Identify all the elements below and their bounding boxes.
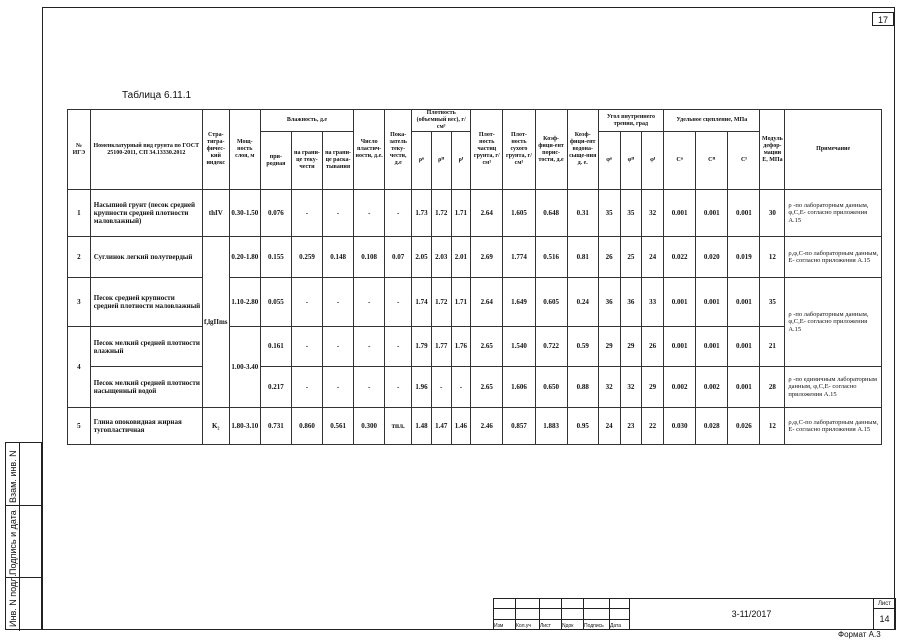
cell-value: -: [385, 367, 412, 408]
cell-thickness: 0.30-1.50: [229, 190, 260, 237]
header-c-1: Сᴵ: [728, 132, 760, 190]
inv-podl-label: Инв. N подл.: [8, 574, 18, 627]
cell-name: Песок мелкий средней плотности влажный: [90, 327, 202, 367]
col-kol: Кол.уч: [516, 619, 540, 629]
cell-value: 33: [642, 278, 664, 327]
cell-value: 32: [620, 367, 642, 408]
cell-value: 1.74: [412, 278, 432, 327]
cell-value: 0.028: [696, 408, 728, 445]
cell-value: 0.001: [728, 190, 760, 237]
cell-value: 0.605: [535, 278, 567, 327]
cell-value: 0.001: [696, 327, 728, 367]
cell-value: 0.108: [354, 237, 385, 278]
cell-value: 0.155: [260, 237, 291, 278]
cell-value: 0.076: [260, 190, 291, 237]
cell-value: 0.300: [354, 408, 385, 445]
header-strat: Стра-тигра-фичес-кий индекс: [202, 110, 229, 190]
cell-name: Суглинок легкий полутвердый: [90, 237, 202, 278]
cell-value: 1.46: [451, 408, 471, 445]
cell-value: 2.64: [471, 278, 503, 327]
cell-value: 0.561: [323, 408, 354, 445]
cell-value: 0.07: [385, 237, 412, 278]
cell-note: ρ -по лабораторным данным, φ,С,Е- согласно приложения А.15: [785, 190, 882, 237]
header-thickness: Мощ-ность слоя, м: [229, 110, 260, 190]
cell-value: 0.731: [260, 408, 291, 445]
table-row: [68, 367, 882, 408]
cell-value: 2.65: [471, 367, 503, 408]
cell-value: 36: [598, 278, 620, 327]
cell-thickness: 1.10-2.80: [229, 278, 260, 327]
cell-ige: 4: [68, 327, 91, 408]
col-podpis: Подпись: [584, 619, 610, 629]
cell-value: 2.03: [431, 237, 451, 278]
cell-value: 1.79: [412, 327, 432, 367]
header-note: Примечание: [785, 110, 882, 190]
col-data: Дата: [610, 619, 630, 629]
header-c-2: Сᴵᴵ: [696, 132, 728, 190]
cell-name: Глина опоковидная жирная тугопластичная: [90, 408, 202, 445]
cell-value: 0.650: [535, 367, 567, 408]
cell-value: 22: [642, 408, 664, 445]
header-saturation: Коэф-фици-ент водона-сыще-ния д. е.: [567, 110, 598, 190]
cell-value: 1.48: [412, 408, 432, 445]
cell-value: -: [323, 190, 354, 237]
cell-value: 2.69: [471, 237, 503, 278]
cell-value: -: [291, 190, 322, 237]
paper-format: Формат А.3: [838, 630, 881, 639]
cell-value: тпл.: [385, 408, 412, 445]
cell-value: 36: [620, 278, 642, 327]
cell-value: 29: [642, 367, 664, 408]
cell-value: 0.648: [535, 190, 567, 237]
cell-value: 0.259: [291, 237, 322, 278]
cell-value: 0.020: [696, 237, 728, 278]
table-row: [68, 327, 882, 367]
cell-value: -: [354, 278, 385, 327]
header-rho-1: ρᴵ: [451, 132, 471, 190]
cell-value: 24: [598, 408, 620, 445]
cell-value: 1.73: [412, 190, 432, 237]
cell-name: Песок средней крупности средней плотности маловлажный: [90, 278, 202, 327]
cell-ige: 1: [68, 190, 91, 237]
cell-ige: 2: [68, 237, 91, 278]
table-row: [68, 278, 882, 327]
header-moisture: Влажность, д.е: [260, 110, 353, 132]
cell-value: 0.030: [664, 408, 696, 445]
cell-value: 0.001: [696, 190, 728, 237]
cell-value: 1.71: [451, 278, 471, 327]
cell-value: 29: [620, 327, 642, 367]
cell-name: Песок мелкий средней плотности насыщенный водой: [90, 367, 202, 408]
cell-value: 35: [760, 278, 785, 327]
vzam-inv-label: Взам. инв. N: [8, 450, 18, 503]
cell-value: -: [385, 327, 412, 367]
header-phi-2: φᴵᴵ: [620, 132, 642, 190]
cell-value: -: [354, 327, 385, 367]
cell-value: 0.217: [260, 367, 291, 408]
cell-value: -: [451, 367, 471, 408]
header-moist-rl: на грани-це раска-тывания: [323, 132, 354, 190]
header-cohesion: Удельное сцепление, МПа: [664, 110, 760, 132]
cell-value: 0.002: [696, 367, 728, 408]
cell-value: 23: [620, 408, 642, 445]
table-row: [68, 190, 882, 237]
cell-value: 1.77: [431, 327, 451, 367]
header-phi-n: φⁿ: [598, 132, 620, 190]
header-density: Плотность (объемный вес), г/см³: [412, 110, 471, 132]
cell-thickness: 1.80-3.10: [229, 408, 260, 445]
cell-value: 1.96: [412, 367, 432, 408]
cell-value: 0.001: [664, 190, 696, 237]
cell-ige: 3: [68, 278, 91, 327]
cell-thickness: 0.20-1.80: [229, 237, 260, 278]
cell-value: 30: [760, 190, 785, 237]
header-porosity: Коэф-фици-ент порис-тости, д.е: [535, 110, 567, 190]
cell-value: -: [323, 278, 354, 327]
cell-value: 2.01: [451, 237, 471, 278]
cell-value: 12: [760, 237, 785, 278]
cell-value: 1.774: [503, 237, 535, 278]
cell-value: 0.59: [567, 327, 598, 367]
header-rho-n: ρⁿ: [412, 132, 432, 190]
cell-value: 0.001: [664, 278, 696, 327]
cell-value: 26: [642, 327, 664, 367]
cell-value: 1.649: [503, 278, 535, 327]
cell-value: 0.001: [728, 278, 760, 327]
cell-value: 12: [760, 408, 785, 445]
cell-value: 0.722: [535, 327, 567, 367]
col-list: Лист: [540, 619, 562, 629]
cell-ige: 5: [68, 408, 91, 445]
header-modulus: Модуль дефор-мации Е, МПа: [760, 110, 785, 190]
cell-value: 0.88: [567, 367, 598, 408]
cell-value: -: [354, 367, 385, 408]
cell-note: ρ,φ,С-по лабораторным данным, Е- согласно приложения А.15: [785, 237, 882, 278]
cell-value: 0.857: [503, 408, 535, 445]
header-friction-angle: Угол внутреннего трения, град: [598, 110, 663, 132]
cell-value: 0.026: [728, 408, 760, 445]
cell-value: 28: [760, 367, 785, 408]
cell-strat: thIV: [202, 190, 229, 237]
cell-value: 1.883: [535, 408, 567, 445]
cell-value: 0.022: [664, 237, 696, 278]
cell-value: 1.606: [503, 367, 535, 408]
cell-value: 1.47: [431, 408, 451, 445]
cell-value: 2.65: [471, 327, 503, 367]
side-stamp: [5, 442, 42, 630]
cell-value: -: [291, 327, 322, 367]
podpis-data-label: Подпись и дата: [8, 510, 18, 575]
cell-value: 2.05: [412, 237, 432, 278]
col-ndok: Nдок: [562, 619, 584, 629]
cell-value: 35: [620, 190, 642, 237]
cell-value: 29: [598, 327, 620, 367]
cell-value: 2.46: [471, 408, 503, 445]
cell-value: -: [385, 190, 412, 237]
cell-note: ρ -по лабораторным данным, φ,С,Е- согласно приложения А.15: [785, 278, 882, 367]
cell-value: -: [323, 367, 354, 408]
cell-value: 2.64: [471, 190, 503, 237]
cell-value: 24: [642, 237, 664, 278]
cell-strat: K₂: [202, 408, 229, 445]
col-izm: Изм: [494, 619, 516, 629]
cell-value: 0.31: [567, 190, 598, 237]
header-particle-density: Плот-ность частиц грунта, г/см³: [471, 110, 503, 190]
title-block: [493, 598, 896, 630]
cell-value: 1.71: [451, 190, 471, 237]
cell-value: 0.81: [567, 237, 598, 278]
cell-note: ρ -по единичным лабораторным данным, φ,С,Е- согласно приложения А.15: [785, 367, 882, 408]
cell-value: 1.76: [451, 327, 471, 367]
cell-value: -: [385, 278, 412, 327]
cell-value: -: [291, 278, 322, 327]
sheet-number: 14: [874, 609, 896, 630]
cell-value: 0.24: [567, 278, 598, 327]
cell-value: 32: [642, 190, 664, 237]
cell-value: 26: [598, 237, 620, 278]
cell-value: 0.001: [728, 327, 760, 367]
header-fluidity: Пока-затель теку-чести, д.е: [385, 110, 412, 190]
header-ige: № ИГЭ: [68, 110, 91, 190]
cell-value: 0.516: [535, 237, 567, 278]
cell-name: Насыпной грунт (песок средней крупности средней плотности маловлажный): [90, 190, 202, 237]
soil-properties-table: [67, 109, 882, 445]
cell-value: 35: [598, 190, 620, 237]
cell-value: 1.605: [503, 190, 535, 237]
table-caption: Таблица 6.11.1: [122, 90, 192, 101]
header-phi-1: φᴵ: [642, 132, 664, 190]
sheet-label: Лист: [874, 599, 896, 609]
header-plasticity: Число пластич-ности, д.е.: [354, 110, 385, 190]
header-dry-density: Плот-ность сухого грунта, г/см³: [503, 110, 535, 190]
table-row: [68, 237, 882, 278]
header-moist-pl: на грани-це теку-чести: [291, 132, 322, 190]
cell-value: 0.148: [323, 237, 354, 278]
table-row: [68, 408, 882, 445]
cell-value: -: [354, 190, 385, 237]
header-name: Номенклатурный вид грунта по ГОСТ 25100-2011, СП 34.13330.2012: [90, 110, 202, 190]
cell-value: 0.001: [664, 327, 696, 367]
cell-value: 0.055: [260, 278, 291, 327]
header-c-n: Сⁿ: [664, 132, 696, 190]
cell-strat-merged: f,lgIIms: [202, 237, 229, 408]
cell-value: 1.72: [431, 190, 451, 237]
cell-thickness: 1.00-3.40: [229, 327, 260, 408]
cell-note: ρ,φ,С-по лабораторным данным, Е- согласно приложения А.15: [785, 408, 882, 445]
header-moist-nat: при-родная: [260, 132, 291, 190]
cell-value: 1.72: [431, 278, 451, 327]
document-code: 3-11/2017: [630, 599, 874, 630]
header-rho-2: ρᴵᴵ: [431, 132, 451, 190]
cell-value: 1.540: [503, 327, 535, 367]
cell-value: 0.860: [291, 408, 322, 445]
cell-value: 25: [620, 237, 642, 278]
cell-value: -: [291, 367, 322, 408]
cell-value: 21: [760, 327, 785, 367]
cell-value: 0.002: [664, 367, 696, 408]
cell-value: 0.95: [567, 408, 598, 445]
cell-value: 0.019: [728, 237, 760, 278]
cell-value: 32: [598, 367, 620, 408]
cell-value: 0.161: [260, 327, 291, 367]
cell-value: -: [323, 327, 354, 367]
cell-value: 0.001: [728, 367, 760, 408]
cell-value: 0.001: [696, 278, 728, 327]
cell-value: -: [431, 367, 451, 408]
top-page-number: 17: [872, 12, 894, 26]
